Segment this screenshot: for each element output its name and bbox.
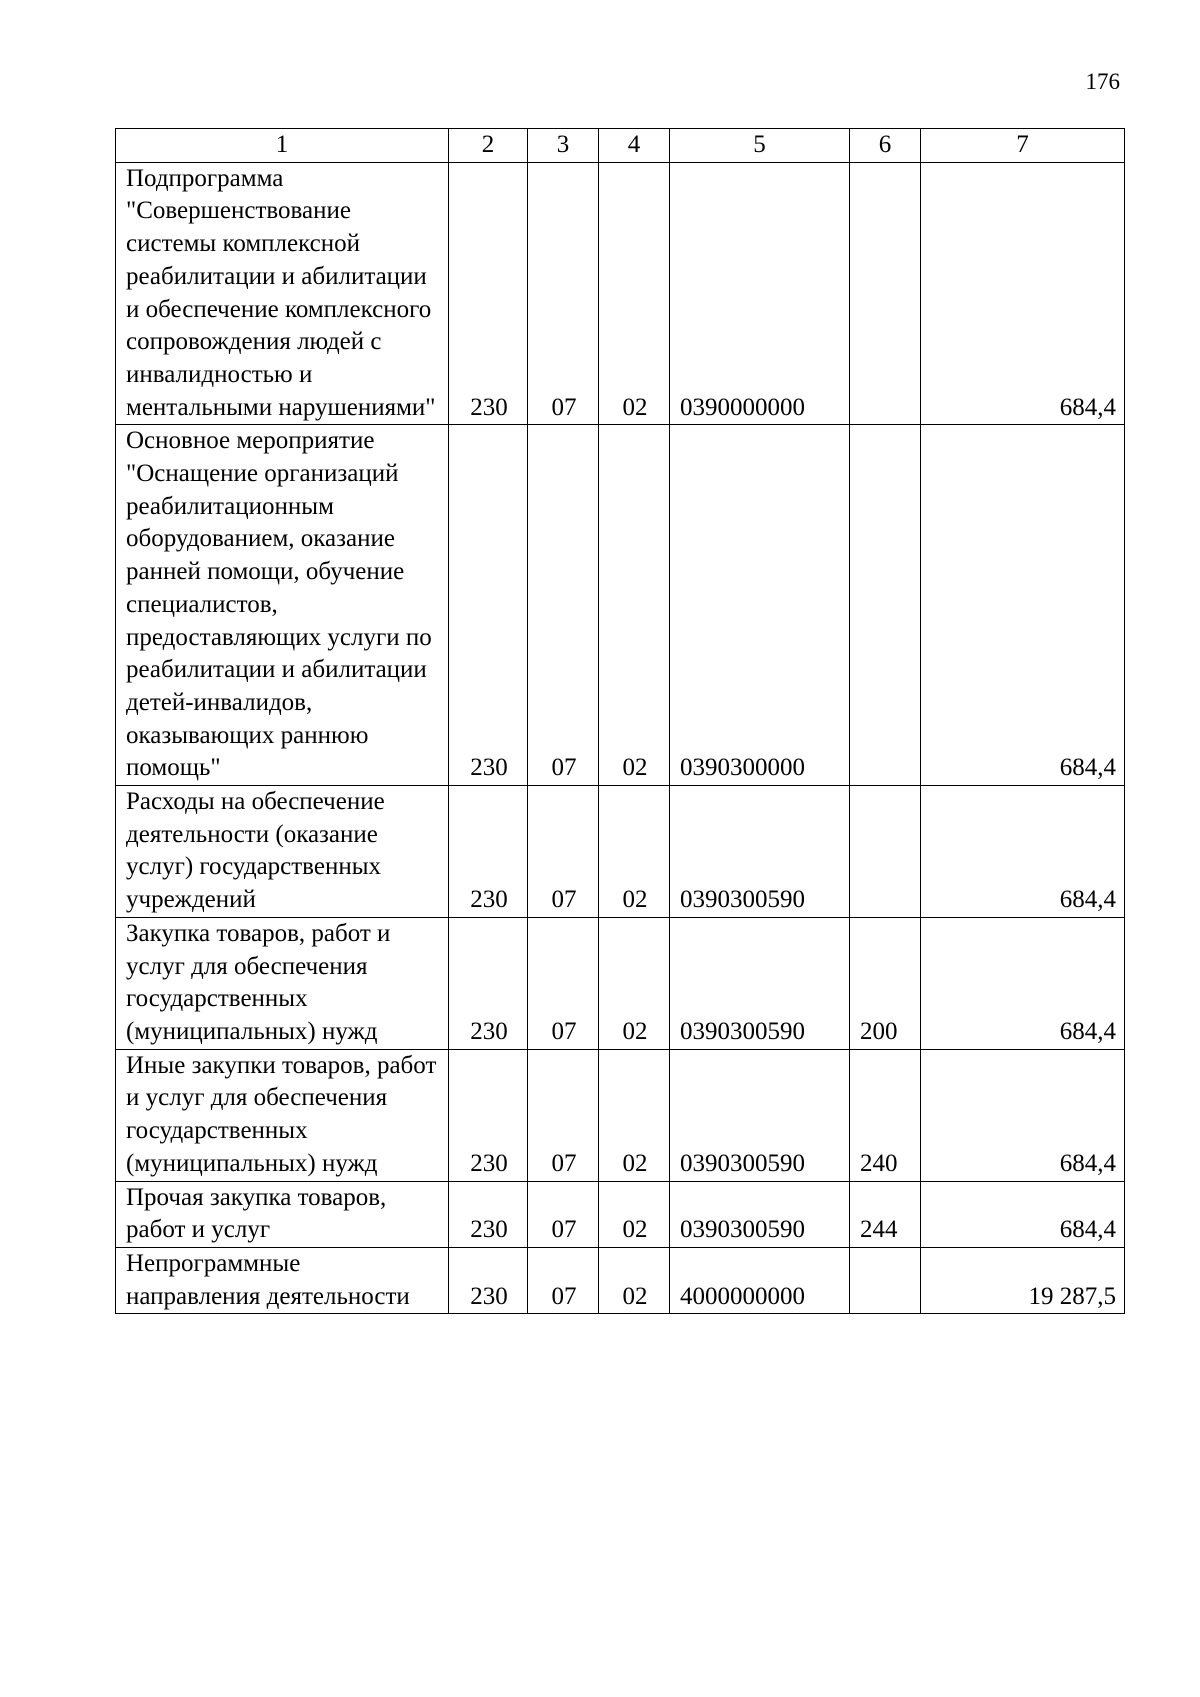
ministry-code: 230 — [449, 1181, 528, 1247]
expense-type-code — [850, 1247, 921, 1313]
amount: 684,4 — [921, 1049, 1125, 1181]
page-number: 176 — [1085, 69, 1120, 94]
table-row — [116, 1247, 1125, 1313]
ministry-code: 230 — [449, 786, 528, 918]
target-article-code: 0390300590 — [670, 917, 850, 1049]
subsection-code: 02 — [599, 786, 670, 918]
budget-table — [115, 128, 1125, 1314]
expense-type-code — [850, 162, 921, 425]
section-code: 07 — [528, 1049, 599, 1181]
column-header: 3 — [528, 129, 599, 163]
amount: 684,4 — [921, 1181, 1125, 1247]
target-article-code: 0390300000 — [670, 425, 850, 786]
amount: 684,4 — [921, 162, 1125, 425]
table-row — [116, 162, 1125, 425]
subsection-code: 02 — [599, 1181, 670, 1247]
ministry-code: 230 — [449, 162, 528, 425]
ministry-code: 230 — [449, 1049, 528, 1181]
item-name: Подпрограмма "Совершенствование системы комплексной реабилитации и абилитации и обеспечение комплексного сопровождения людей с инвалидностью и ментальными нарушениями" — [116, 162, 449, 425]
ministry-code: 230 — [449, 425, 528, 786]
expense-type-code: 244 — [850, 1181, 921, 1247]
target-article-code: 0390000000 — [670, 162, 850, 425]
expense-type-code: 200 — [850, 917, 921, 1049]
target-article-code: 4000000000 — [670, 1247, 850, 1313]
item-name: Непрограммные направления деятельности — [116, 1247, 449, 1313]
section-code: 07 — [528, 162, 599, 425]
table-row — [116, 425, 1125, 786]
column-header: 5 — [670, 129, 850, 163]
target-article-code: 0390300590 — [670, 1049, 850, 1181]
header-row — [116, 129, 1125, 163]
section-code: 07 — [528, 1247, 599, 1313]
subsection-code: 02 — [599, 1247, 670, 1313]
ministry-code: 230 — [449, 1247, 528, 1313]
amount: 684,4 — [921, 425, 1125, 786]
item-name: Прочая закупка товаров, работ и услуг — [116, 1181, 449, 1247]
target-article-code: 0390300590 — [670, 1181, 850, 1247]
column-header: 4 — [599, 129, 670, 163]
section-code: 07 — [528, 917, 599, 1049]
subsection-code: 02 — [599, 1049, 670, 1181]
table-row — [116, 1049, 1125, 1181]
amount: 19 287,5 — [921, 1247, 1125, 1313]
column-header: 1 — [116, 129, 449, 163]
column-header: 7 — [921, 129, 1125, 163]
section-code: 07 — [528, 425, 599, 786]
item-name: Иные закупки товаров, работ и услуг для обеспечения государственных (муниципальных) нужд — [116, 1049, 449, 1181]
item-name: Закупка товаров, работ и услуг для обеспечения государственных (муниципальных) нужд — [116, 917, 449, 1049]
item-name: Расходы на обеспечение деятельности (оказание услуг) государственных учреждений — [116, 786, 449, 918]
ministry-code: 230 — [449, 917, 528, 1049]
target-article-code: 0390300590 — [670, 786, 850, 918]
item-name: Основное мероприятие "Оснащение организаций реабилитационным оборудованием, оказание ранней помощи, обучение специалистов, предоставляющих услуги по реабилитации и абилитации детей-инвалидов, оказывающих раннюю помощь" — [116, 425, 449, 786]
subsection-code: 02 — [599, 162, 670, 425]
table-row — [116, 786, 1125, 918]
expense-type-code: 240 — [850, 1049, 921, 1181]
column-header: 6 — [850, 129, 921, 163]
table-row — [116, 1181, 1125, 1247]
table-row — [116, 917, 1125, 1049]
expense-type-code — [850, 425, 921, 786]
section-code: 07 — [528, 786, 599, 918]
section-code: 07 — [528, 1181, 599, 1247]
column-header: 2 — [449, 129, 528, 163]
amount: 684,4 — [921, 786, 1125, 918]
subsection-code: 02 — [599, 425, 670, 786]
expense-type-code — [850, 786, 921, 918]
amount: 684,4 — [921, 917, 1125, 1049]
subsection-code: 02 — [599, 917, 670, 1049]
